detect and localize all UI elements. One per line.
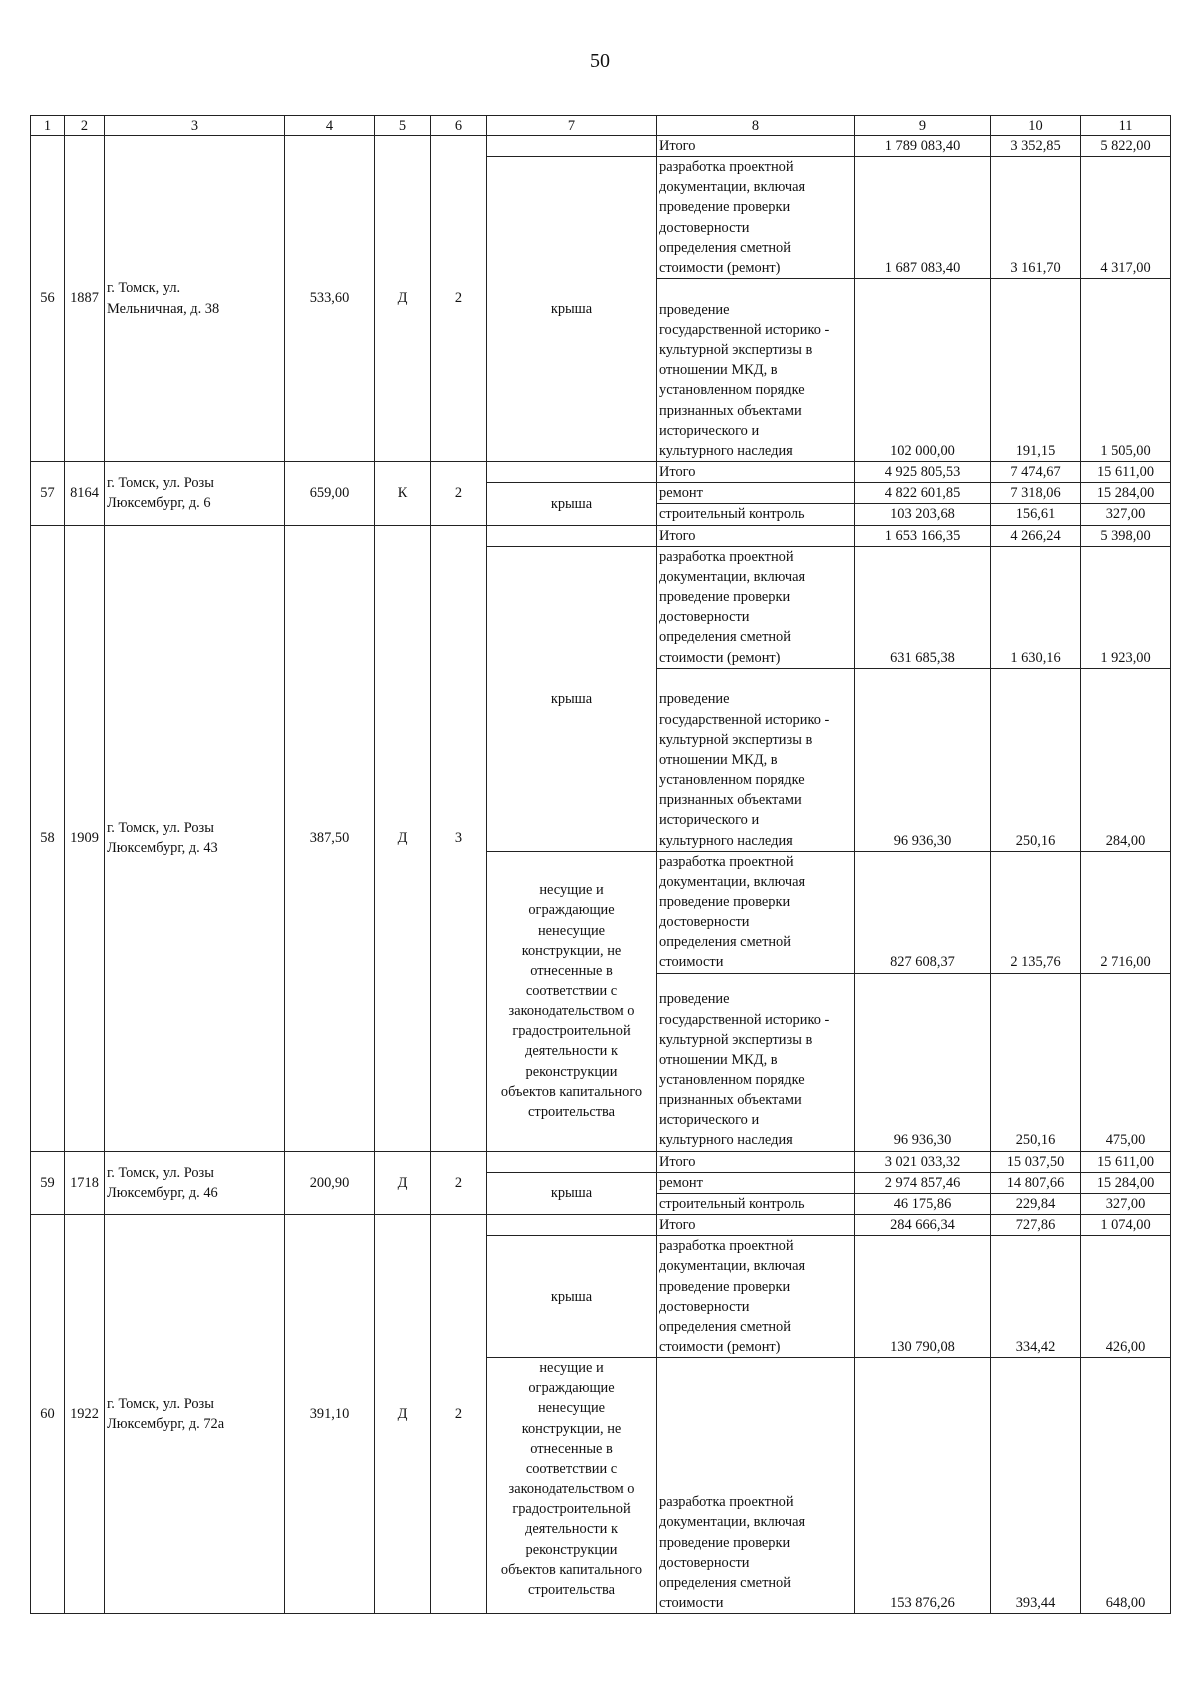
total-label: Итого [657,1151,855,1172]
element: крыша [487,483,657,525]
max-unit-cost: 15 284,00 [1081,483,1171,504]
cost: 1 653 166,35 [855,525,991,546]
element-blank [487,462,657,483]
unit-cost: 393,44 [991,1358,1081,1614]
cost: 3 021 033,32 [855,1151,991,1172]
area: 387,50 [285,525,375,1151]
unit-cost: 3 161,70 [991,157,1081,279]
col-header-6: 6 [431,116,487,136]
col-header-10: 10 [991,116,1081,136]
element-blank [487,525,657,546]
cost: 102 000,00 [855,279,991,462]
element-blank [487,1215,657,1236]
work-type: ремонт [657,483,855,504]
table-row [31,462,1171,483]
element: несущие и ограждающие ненесущие конструкции, не отнесенные в соответствии с законодательством о градостроительной деятельности к реконструкции объектов капитального строительства [487,851,657,1151]
unit-cost: 2 135,76 [991,851,1081,973]
unit-cost: 156,61 [991,504,1081,525]
work-type: разработка проектной документации, включая проведение проверки достоверности определения сметной стоимости (ремонт) [657,546,855,668]
work-type: разработка проектной документации, включая проведение проверки достоверности определения сметной стоимости (ремонт) [657,1236,855,1358]
unit-cost: 3 352,85 [991,136,1081,157]
col-header-2: 2 [65,116,105,136]
house-id: 1909 [65,525,105,1151]
work-type: строительный контроль [657,504,855,525]
address: г. Томск, ул. Розы Люксембург, д. 72а [105,1215,285,1614]
floors: 2 [431,136,487,462]
col-header-11: 11 [1081,116,1171,136]
capital-repair-table [30,115,1171,1614]
unit-cost: 250,16 [991,668,1081,851]
table-row [31,525,1171,546]
total-label: Итого [657,462,855,483]
cost: 130 790,08 [855,1236,991,1358]
floors: 2 [431,1215,487,1614]
table-row [31,1215,1171,1236]
work-type: разработка проектной документации, включая проведение проверки достоверности определения сметной стоимости [657,1358,855,1614]
address: г. Томск, ул. Розы Люксембург, д. 43 [105,525,285,1151]
max-unit-cost: 15 284,00 [1081,1172,1171,1193]
element-blank [487,136,657,157]
row-number: 60 [31,1215,65,1614]
row-number: 59 [31,1151,65,1214]
max-unit-cost: 1 505,00 [1081,279,1171,462]
material-type: Д [375,1151,431,1214]
work-type: разработка проектной документации, включая проведение проверки достоверности определения сметной стоимости (ремонт) [657,157,855,279]
area: 533,60 [285,136,375,462]
material-type: Д [375,525,431,1151]
cost: 153 876,26 [855,1358,991,1614]
floors: 2 [431,1151,487,1214]
total-label: Итого [657,1215,855,1236]
col-header-4: 4 [285,116,375,136]
max-unit-cost: 648,00 [1081,1358,1171,1614]
max-unit-cost: 15 611,00 [1081,1151,1171,1172]
max-unit-cost: 15 611,00 [1081,462,1171,483]
element: крыша [487,157,657,462]
unit-cost: 14 807,66 [991,1172,1081,1193]
max-unit-cost: 426,00 [1081,1236,1171,1358]
area: 200,90 [285,1151,375,1214]
cost: 96 936,30 [855,973,991,1151]
cost: 631 685,38 [855,546,991,668]
house-id: 1718 [65,1151,105,1214]
unit-cost: 191,15 [991,279,1081,462]
house-id: 8164 [65,462,105,525]
element-blank [487,1151,657,1172]
material-type: Д [375,136,431,462]
cost: 103 203,68 [855,504,991,525]
col-header-8: 8 [657,116,855,136]
work-type: разработка проектной документации, включая проведение проверки достоверности определения сметной стоимости [657,851,855,973]
house-id: 1922 [65,1215,105,1614]
address: г. Томск, ул. Розы Люксембург, д. 46 [105,1151,285,1214]
row-number: 57 [31,462,65,525]
area: 391,10 [285,1215,375,1614]
table-row [31,1151,1171,1172]
area: 659,00 [285,462,375,525]
max-unit-cost: 4 317,00 [1081,157,1171,279]
table-row [31,136,1171,157]
max-unit-cost: 5 822,00 [1081,136,1171,157]
col-header-7: 7 [487,116,657,136]
unit-cost: 1 630,16 [991,546,1081,668]
col-header-9: 9 [855,116,991,136]
max-unit-cost: 327,00 [1081,1193,1171,1214]
cost: 1 687 083,40 [855,157,991,279]
cost: 46 175,86 [855,1193,991,1214]
work-type: проведение государственной историко - культурной экспертизы в отношении МКД, в установленном порядке признанных объектами исторического и культурного наследия [657,279,855,462]
address: г. Томск, ул. Розы Люксембург, д. 6 [105,462,285,525]
cost: 96 936,30 [855,668,991,851]
unit-cost: 727,86 [991,1215,1081,1236]
max-unit-cost: 1 923,00 [1081,546,1171,668]
total-label: Итого [657,525,855,546]
total-label: Итого [657,136,855,157]
address: г. Томск, ул. Мельничная, д. 38 [105,136,285,462]
cost: 284 666,34 [855,1215,991,1236]
unit-cost: 334,42 [991,1236,1081,1358]
cost: 4 822 601,85 [855,483,991,504]
max-unit-cost: 327,00 [1081,504,1171,525]
col-header-1: 1 [31,116,65,136]
cost: 2 974 857,46 [855,1172,991,1193]
floors: 3 [431,525,487,1151]
material-type: Д [375,1215,431,1614]
work-type: проведение государственной историко - культурной экспертизы в отношении МКД, в установленном порядке признанных объектами исторического и культурного наследия [657,668,855,851]
max-unit-cost: 284,00 [1081,668,1171,851]
row-number: 58 [31,525,65,1151]
row-number: 56 [31,136,65,462]
element: крыша [487,1172,657,1214]
element: крыша [487,546,657,851]
unit-cost: 4 266,24 [991,525,1081,546]
element: несущие и ограждающие ненесущие конструкции, не отнесенные в соответствии с законодательством о градостроительной деятельности к реконструкции объектов капитального строительства [487,1358,657,1614]
unit-cost: 229,84 [991,1193,1081,1214]
work-type: строительный контроль [657,1193,855,1214]
max-unit-cost: 475,00 [1081,973,1171,1151]
element: крыша [487,1236,657,1358]
floors: 2 [431,462,487,525]
col-header-3: 3 [105,116,285,136]
cost: 827 608,37 [855,851,991,973]
header-row [31,116,1171,136]
unit-cost: 15 037,50 [991,1151,1081,1172]
max-unit-cost: 5 398,00 [1081,525,1171,546]
cost: 1 789 083,40 [855,136,991,157]
unit-cost: 7 318,06 [991,483,1081,504]
cost: 4 925 805,53 [855,462,991,483]
house-id: 1887 [65,136,105,462]
max-unit-cost: 1 074,00 [1081,1215,1171,1236]
max-unit-cost: 2 716,00 [1081,851,1171,973]
page-number: 50 [590,50,610,72]
unit-cost: 7 474,67 [991,462,1081,483]
unit-cost: 250,16 [991,973,1081,1151]
work-type: проведение государственной историко - культурной экспертизы в отношении МКД, в установленном порядке признанных объектами исторического и культурного наследия [657,973,855,1151]
work-type: ремонт [657,1172,855,1193]
material-type: К [375,462,431,525]
col-header-5: 5 [375,116,431,136]
